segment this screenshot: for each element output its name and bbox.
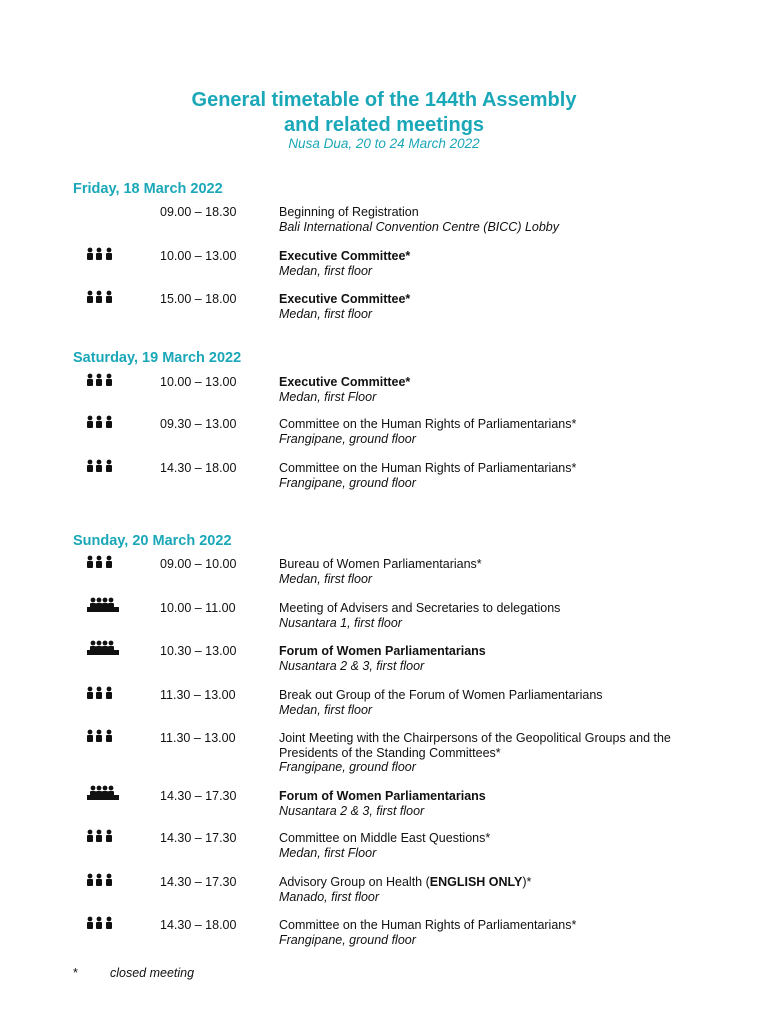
plenary-icon bbox=[86, 597, 120, 613]
event-details bbox=[279, 205, 699, 234]
event-details bbox=[279, 918, 699, 947]
plenary-icon bbox=[86, 785, 120, 801]
event-details bbox=[279, 789, 699, 818]
event-time: 10.00 – 13.00 bbox=[160, 375, 237, 389]
page-title-line1: General timetable of the 144th Assembly bbox=[191, 89, 577, 111]
event-time: 14.30 – 18.00 bbox=[160, 461, 237, 475]
footnote-text: closed meeting bbox=[110, 966, 195, 980]
event-location: Medan, first Floor bbox=[279, 845, 377, 860]
event-title: Executive Committee* bbox=[279, 375, 411, 389]
event-time: 14.30 – 18.00 bbox=[160, 918, 237, 932]
event-time: 09.30 – 13.00 bbox=[160, 417, 237, 431]
committee-icon bbox=[85, 373, 115, 387]
event-title: Committee on the Human Rights of Parliamentarians* bbox=[279, 918, 577, 932]
event-time: 14.30 – 17.30 bbox=[160, 875, 237, 889]
event-title: Executive Committee* bbox=[279, 292, 411, 306]
committee-icon bbox=[85, 873, 115, 887]
page-title-line2: and related meetings bbox=[283, 114, 485, 136]
committee-icon bbox=[85, 916, 115, 930]
event-location: Medan, first floor bbox=[279, 263, 373, 278]
page-subtitle: Nusa Dua, 20 to 24 March 2022 bbox=[288, 136, 480, 151]
event-details bbox=[279, 417, 699, 446]
footnote-mark: * bbox=[73, 966, 78, 980]
event-location: Frangipane, ground floor bbox=[279, 760, 416, 774]
event-time: 14.30 – 17.30 bbox=[160, 831, 237, 845]
committee-icon bbox=[85, 415, 115, 429]
event-details bbox=[279, 292, 699, 321]
event-details bbox=[279, 875, 699, 904]
day-heading: Sunday, 20 March 2022 bbox=[73, 533, 232, 549]
committee-icon bbox=[85, 290, 115, 304]
event-title: Bureau of Women Parliamentarians* bbox=[279, 557, 482, 571]
event-title-part: Advisory Group on Health ( bbox=[279, 875, 430, 889]
event-details bbox=[279, 831, 699, 860]
event-time: 10.30 – 13.00 bbox=[160, 644, 237, 658]
event-title-part: )* bbox=[522, 875, 532, 889]
event-location: Nusantara 2 & 3, first floor bbox=[279, 803, 425, 818]
event-details bbox=[279, 731, 699, 775]
event-location: Frangipane, ground floor bbox=[279, 431, 416, 446]
day-heading: Saturday, 19 March 2022 bbox=[73, 350, 242, 366]
event-title: Forum of Women Parliamentarians bbox=[279, 789, 486, 803]
event-details bbox=[279, 375, 699, 404]
event-location: Nusantara 2 & 3, first floor bbox=[279, 658, 425, 673]
event-location: Medan, first floor bbox=[279, 702, 373, 717]
event-title: Executive Committee* bbox=[279, 249, 411, 263]
event-time: 14.30 – 17.30 bbox=[160, 789, 237, 803]
event-details bbox=[279, 557, 699, 586]
day-heading: Friday, 18 March 2022 bbox=[73, 181, 223, 197]
committee-icon bbox=[85, 247, 115, 261]
event-location: Medan, first floor bbox=[279, 571, 373, 586]
event-time: 09.00 – 18.30 bbox=[160, 205, 237, 219]
event-time: 10.00 – 11.00 bbox=[160, 601, 236, 615]
event-location: Frangipane, ground floor bbox=[279, 475, 416, 490]
committee-icon bbox=[85, 459, 115, 473]
committee-icon bbox=[85, 555, 115, 569]
event-location: Frangipane, ground floor bbox=[279, 932, 416, 947]
event-details bbox=[279, 688, 699, 717]
event-location: Bali International Convention Centre (BICC) Lobby bbox=[279, 219, 560, 234]
event-time: 15.00 – 18.00 bbox=[160, 292, 237, 306]
event-title-emphasis: ENGLISH ONLY bbox=[429, 875, 523, 889]
event-details bbox=[279, 249, 699, 278]
event-title: Beginning of Registration bbox=[279, 205, 419, 219]
event-details bbox=[279, 461, 699, 490]
committee-icon bbox=[85, 729, 115, 743]
event-title: Meeting of Advisers and Secretaries to delegations bbox=[279, 601, 561, 615]
event-title: Committee on the Human Rights of Parliamentarians* bbox=[279, 461, 577, 475]
event-title: Committee on Middle East Questions* bbox=[279, 831, 491, 845]
event-location: Medan, first floor bbox=[279, 306, 373, 321]
event-location: Nusantara 1, first floor bbox=[279, 615, 402, 630]
event-location: Medan, first Floor bbox=[279, 389, 377, 404]
event-title bbox=[279, 875, 699, 890]
event-title: Joint Meeting with the Chairpersons of the Geopolitical Groups and the Presidents of the Standing Committees* bbox=[279, 731, 671, 760]
event-title: Forum of Women Parliamentarians bbox=[279, 644, 486, 658]
event-time: 11.30 – 13.00 bbox=[160, 731, 236, 745]
event-time: 09.00 – 10.00 bbox=[160, 557, 237, 571]
committee-icon bbox=[85, 686, 115, 700]
event-time: 10.00 – 13.00 bbox=[160, 249, 237, 263]
event-details bbox=[279, 601, 699, 630]
event-location: Manado, first floor bbox=[279, 889, 380, 904]
plenary-icon bbox=[86, 640, 120, 656]
event-title: Committee on the Human Rights of Parliamentarians* bbox=[279, 417, 577, 431]
event-details bbox=[279, 644, 699, 673]
event-time: 11.30 – 13.00 bbox=[160, 688, 236, 702]
event-title: Break out Group of the Forum of Women Parliamentarians bbox=[279, 688, 603, 702]
committee-icon bbox=[85, 829, 115, 843]
